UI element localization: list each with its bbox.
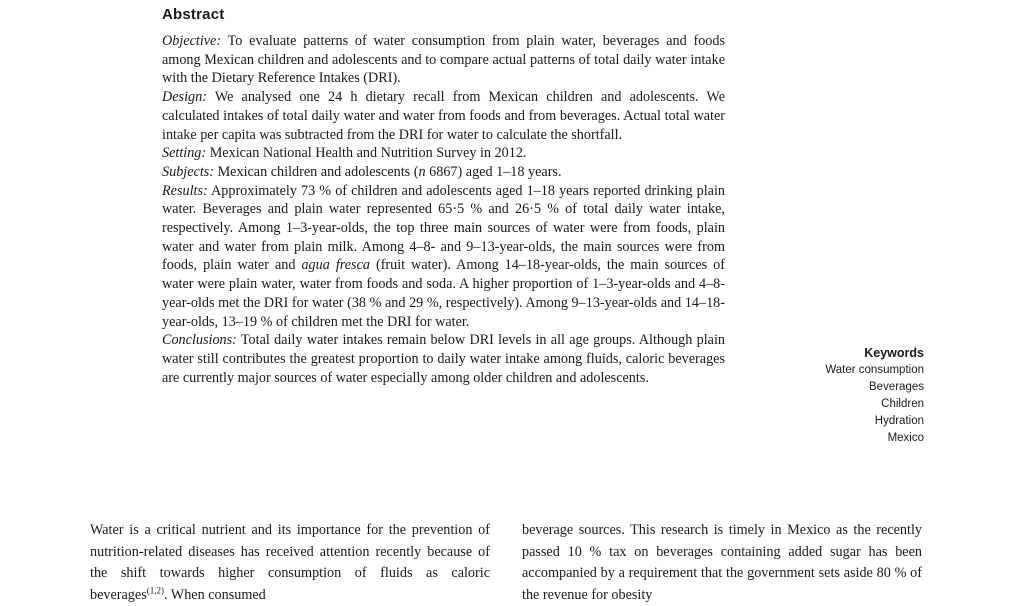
objective-paragraph xyxy=(162,32,725,88)
conclusions-paragraph xyxy=(162,331,725,387)
keywords-title: Keywords xyxy=(864,346,924,360)
subjects-n: n xyxy=(418,163,426,180)
keyword-item: Water consumption xyxy=(825,364,924,376)
setting-label: Setting: xyxy=(162,145,207,162)
results-italic-term: agua fresca xyxy=(301,257,370,274)
results-text-b: (fruit water). Among 14–18-year-olds, the main sources of water were plain water, water from foods and soda. A higher proportion of 1–3-year-olds and 4–8-year-olds met the DRI for water (38 % and 29 %, respectively). Among 9–13-year-olds and 14–18-year-olds, 13–19 % of children met the DRI for water. xyxy=(162,257,725,330)
subjects-paragraph xyxy=(162,163,725,182)
citation-superscript: (1,2) xyxy=(146,584,164,595)
body-column-right xyxy=(522,520,922,606)
setting-paragraph xyxy=(162,144,725,163)
results-text-a: Approximately 73 % of children and adolescents aged 1–18 years reported drinking plain water. Beverages and plain water represented 65·5 % and 26·5 % of total daily water intake, respectively. Among 1–3-year-olds, the top three main sources of water were from foods, plain water and water from plain milk. Among 4–8- and 9–13-year-olds, the main sources were from foods, plain water and xyxy=(162,182,725,274)
conclusions-label: Conclusions: xyxy=(162,332,237,349)
design-text: We analysed one 24 h dietary recall from Mexican children and adolescents. We calculated intakes of total daily water and water from foods and from beverages. Actual total water intake per capita was subtracted from the DRI for water to calculate the shortfall. xyxy=(162,89,725,143)
intro-paragraph xyxy=(90,520,490,606)
intro-tail: . When consumed xyxy=(163,586,266,603)
keyword-item: Beverages xyxy=(869,381,924,393)
setting-text: Mexican National Health and Nutrition Survey in 2012. xyxy=(206,145,527,162)
conclusions-text: Total daily water intakes remain below DRI levels in all age groups. Although plain water still contributes the greatest proportion to daily water intake among fluids, caloric beverages are currently major sources of water especially among older children and adolescents. xyxy=(162,332,725,386)
design-label: Design: xyxy=(162,89,207,106)
body-column-left xyxy=(90,520,490,606)
abstract-heading: Abstract xyxy=(162,6,225,23)
results-label: Results: xyxy=(162,182,208,199)
continuation-paragraph: beverage sources. This research is timely in Mexico as the recently passed 10 % tax on beverages containing added sugar has been accompanied by a requirement that the government sets aside 80 % of the revenue for obesity xyxy=(522,522,922,603)
keyword-item: Hydration xyxy=(874,415,924,427)
keyword-item: Children xyxy=(881,398,924,410)
objective-label: Objective: xyxy=(162,33,222,49)
subjects-text-b: 6867) aged 1–18 years. xyxy=(425,163,562,180)
keywords-box xyxy=(825,345,924,447)
design-paragraph xyxy=(162,88,725,144)
objective-text: To evaluate patterns of water consumption from plain water, beverages and foods among Mexican children and adolescents and to compare actual patterns of total daily water intake with the Dietary Reference Intakes (DRI). xyxy=(162,33,725,87)
intro-text: Water is a critical nutrient and its importance for the prevention of nutrition-related diseases has received attention recently because of the shift towards higher consumption of fluids as caloric beverages xyxy=(90,522,490,603)
subjects-text-a: Mexican children and adolescents ( xyxy=(214,163,419,180)
abstract-body xyxy=(162,32,725,387)
keyword-item: Mexico xyxy=(887,432,924,444)
subjects-label: Subjects: xyxy=(162,163,215,180)
results-paragraph xyxy=(162,182,725,332)
